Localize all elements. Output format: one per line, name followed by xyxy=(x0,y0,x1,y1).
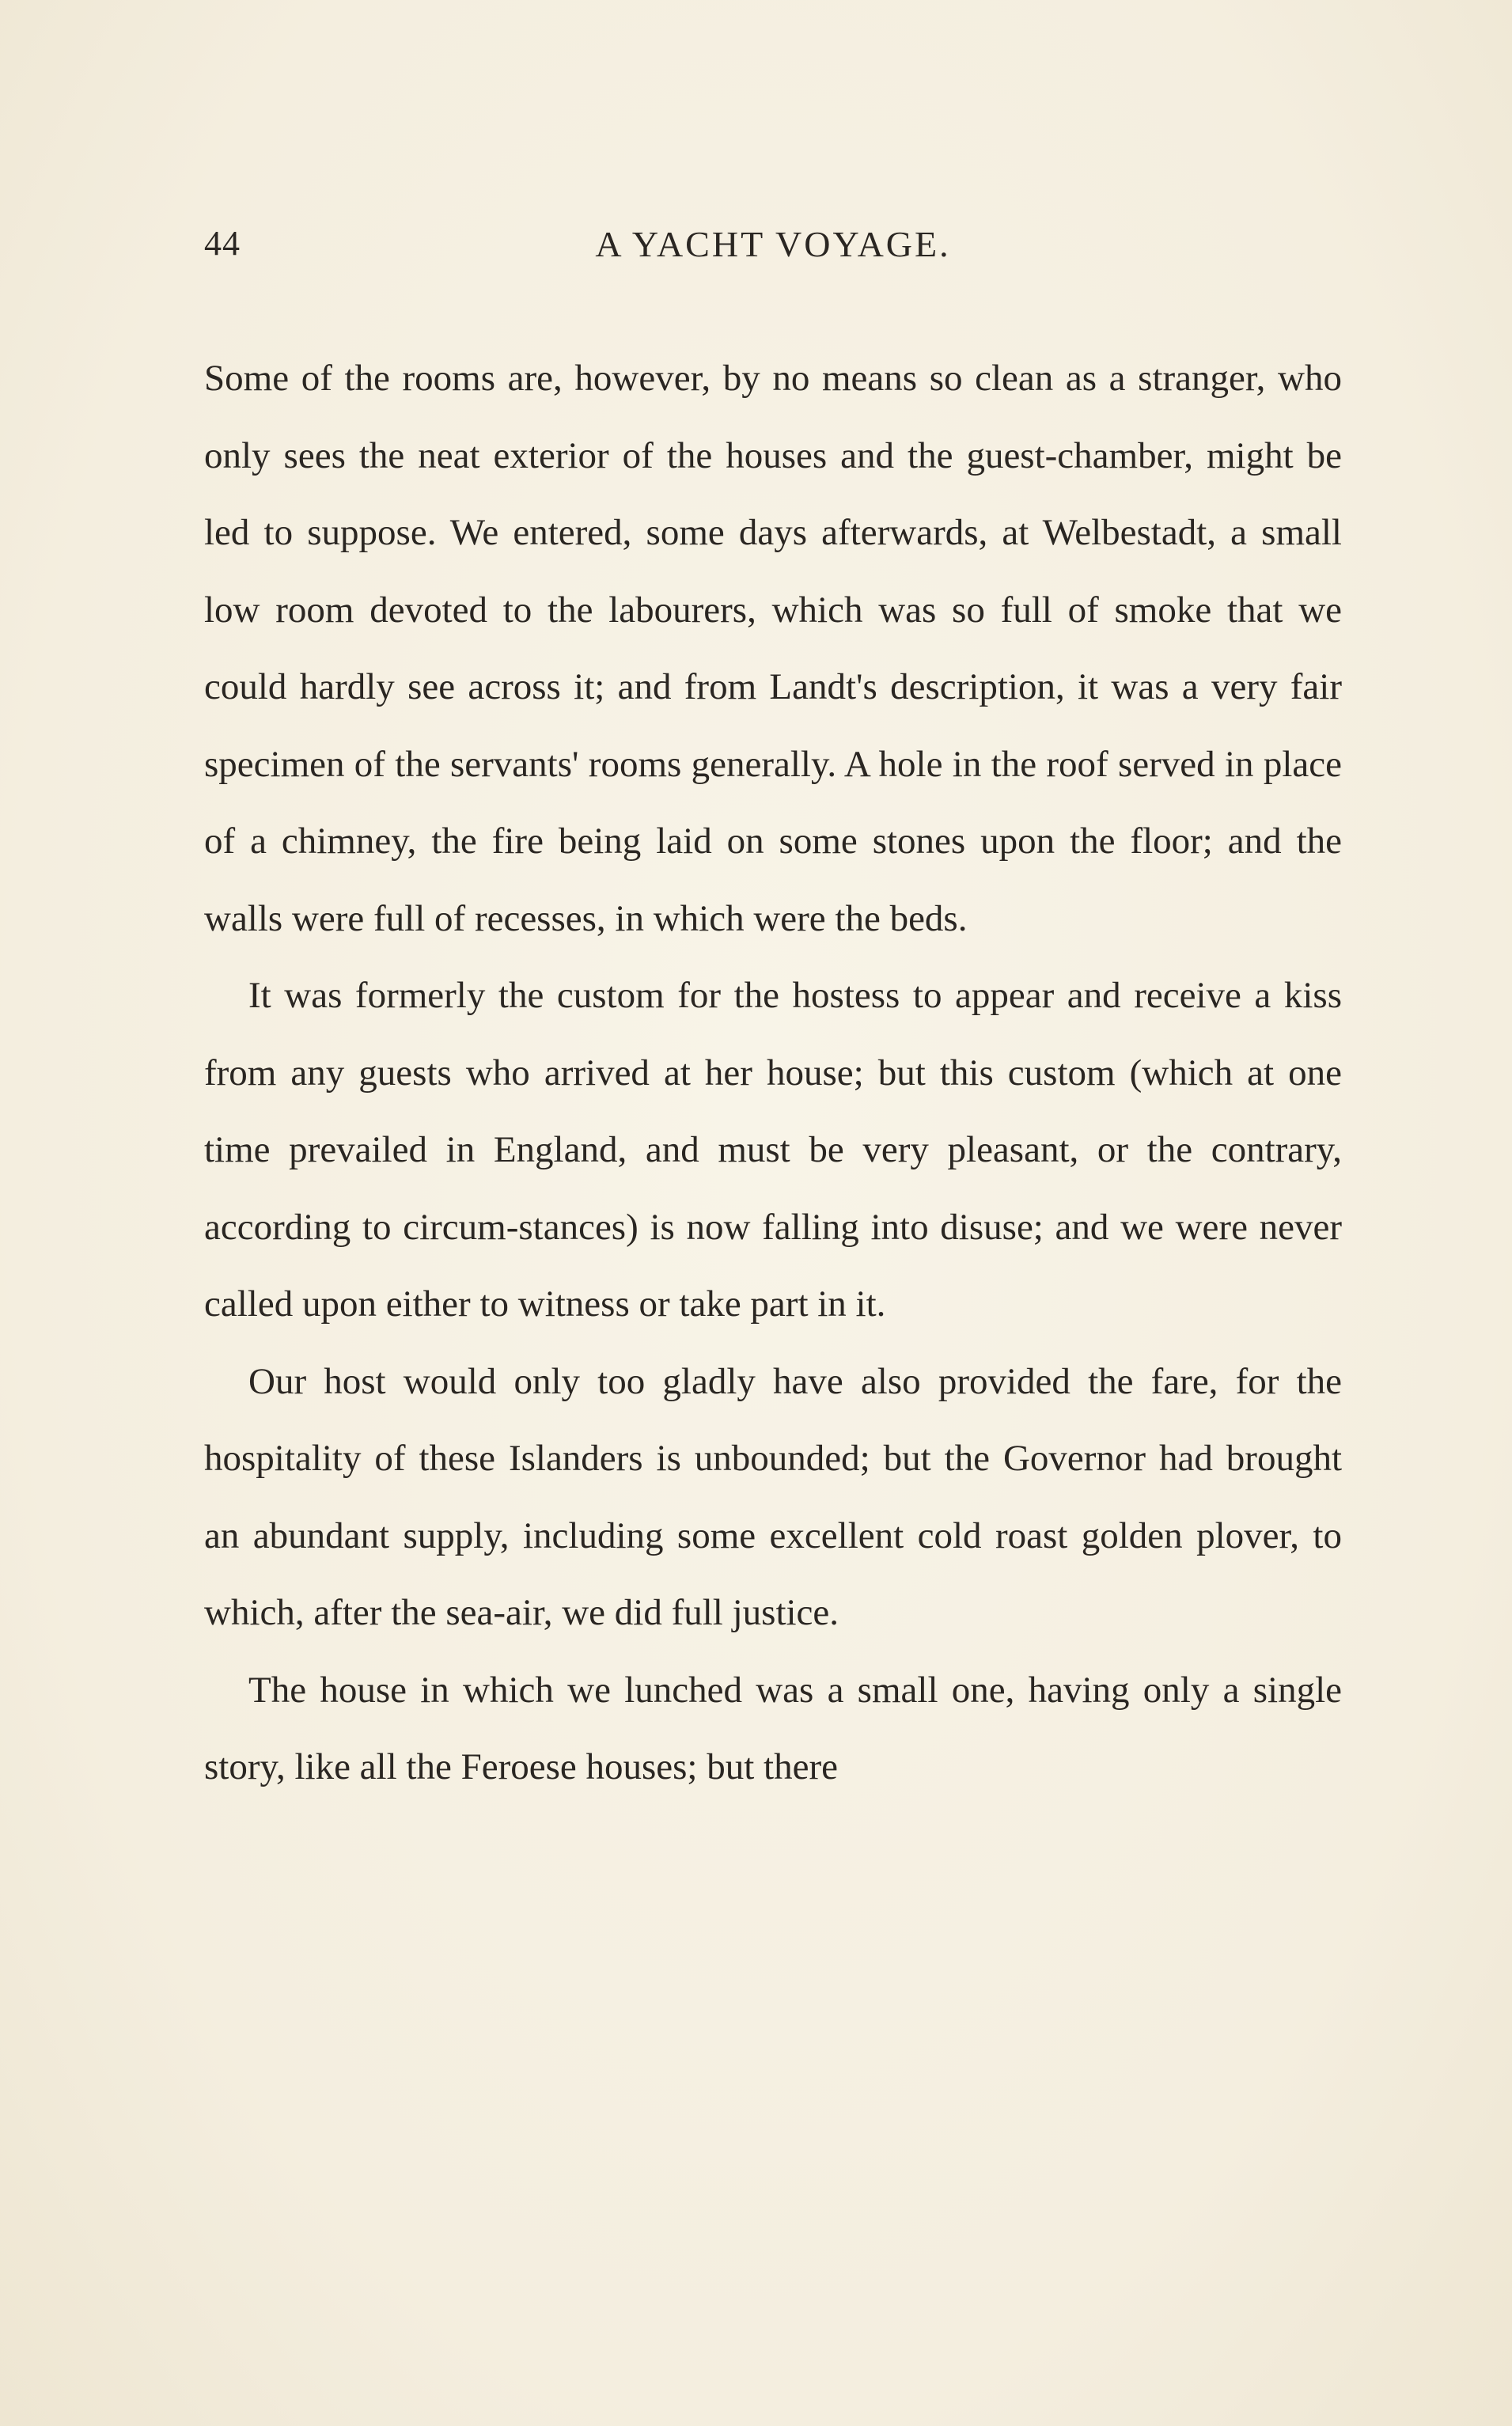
running-title: A YACHT VOYAGE. xyxy=(595,224,951,264)
page-number: 44 xyxy=(204,224,241,263)
body-text xyxy=(204,340,1342,1806)
paragraph-1: Some of the rooms are, however, by no means so clean as a stranger, who only sees the neat exterior of the houses and the guest-chamber, might be led to suppose. We entered, some days afterwards, at Welbestadt, a small low room devoted to the labourers, which was so full of smoke that we could hardly see across it; and from Landt's description, it was a very fair specimen of the servants' rooms generally. A hole in the roof served in place of a chimney, the fire being laid on some stones upon the floor; and the walls were full of recesses, in which were the beds. xyxy=(204,358,1342,939)
paragraph-4: The house in which we lunched was a small one, having only a single story, like all the Feroese houses; but there xyxy=(204,1669,1342,1787)
paragraph-2: It was formerly the custom for the hostess to appear and receive a kiss from any guests who arrived at her house; but this custom (which at one time prevailed in England, and must be very pleasant, or the contrary, according to circum-stances) is now falling into disuse; and we were never called upon either to witness or take part in it. xyxy=(204,975,1342,1325)
paragraph-3: Our host would only too gladly have also provided the fare, for the hospitality of these Islanders is unbounded; but the Governor had brought an abundant supply, including some excellent cold roast golden plover, to which, after the sea-air, we did full justice. xyxy=(204,1360,1342,1633)
page-header xyxy=(204,223,1342,271)
